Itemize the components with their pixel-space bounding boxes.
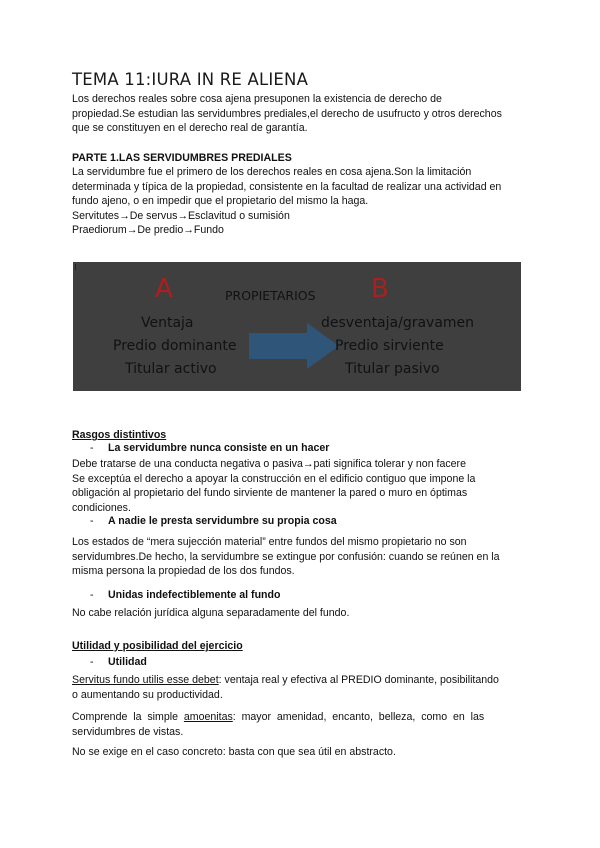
utilidad-p1-line-2: o aumentando su productividad.	[72, 689, 223, 701]
latin-maxim: Servitus fundo utilis esse debet	[72, 674, 219, 686]
part1-line-2: determinada y típica de la propiedad, consistente en la facultad de realizar una actividad en	[72, 180, 502, 193]
right-line-desventaja: desventaja/gravamen	[321, 315, 475, 331]
bullet-dash: -	[90, 515, 94, 527]
propietarios-label: PROPIETARIOS	[225, 288, 316, 303]
propietarios-diagram	[73, 262, 521, 391]
bullet-dash: -	[90, 589, 94, 601]
left-line-titular-activo: Titular activo	[125, 361, 217, 377]
rasgo1-line-1: Debe tratarse de una conducta negativa o pasiva→pati significa tolerar y non facere	[72, 458, 466, 470]
rasgo2-line-1: Los estados de “mera sujección material” entre fundos del mismo propietario no son	[72, 536, 467, 548]
utilidad-p2-a: Comprende la simple	[72, 711, 184, 723]
bullet-dash: -	[90, 442, 94, 454]
etymology-servitutes: Servitutes→De servus→Esclavitud o sumisión	[72, 209, 290, 222]
rasgo3-line-1: No cabe relación jurídica alguna separadamente del fundo.	[72, 607, 350, 619]
rasgo2-line-3: misma persona la propiedad de los dos fundos.	[72, 565, 295, 577]
utilidad-p2-line-2: servidumbres de vistas.	[72, 725, 184, 738]
amoenitas-term: amoenitas	[183, 711, 233, 723]
intro-line-3: que se constituyen en el derecho real de garantía.	[72, 122, 308, 134]
letter-b: B	[371, 274, 389, 304]
left-line-predio-dominante: Predio dominante	[113, 338, 237, 354]
bullet-unidas-fundo: Unidas indefectiblemente al fundo	[108, 589, 281, 601]
utilidad-paragraph-3: No se exige en el caso concreto: basta con que sea útil en abstracto.	[72, 746, 396, 758]
page-title: TEMA 11:IURA IN RE ALIENA	[72, 70, 309, 89]
right-line-titular-pasivo: Titular pasivo	[345, 361, 440, 377]
bullet-utilidad: Utilidad	[108, 656, 147, 668]
intro-line-2: propiedad.Se estudian las servidumbres prediales,el derecho de usufructo y otros derechos	[72, 107, 502, 120]
section-heading-part1: PARTE 1.LAS SERVIDUMBRES PREDIALES	[72, 152, 292, 164]
part1-line-3: fundo ajeno, o en impedir que el propietario del mismo la haga.	[72, 195, 369, 207]
utilidad-paragraph-1	[72, 673, 528, 688]
bullet-nunca-hacer: La servidumbre nunca consiste en un hacer	[108, 442, 330, 454]
right-line-predio-sirviente: Predio sirviente	[335, 338, 444, 354]
etymology-praediorum: Praediorum→De predio→Fundo	[72, 224, 224, 236]
section-heading-rasgos: Rasgos distintivos	[72, 429, 167, 441]
utilidad-p2-b: : mayor amenidad, encanto, belleza, como en las	[232, 711, 485, 723]
rasgo1-line-2: Se exceptúa el derecho a apoyar la construcción en el edificio contiguo que impone la	[72, 472, 476, 485]
rasgo1-line-4: condiciones.	[72, 501, 131, 514]
left-line-ventaja: Ventaja	[141, 315, 194, 331]
rasgo1-line-3: obligación al propietario del fundo sirviente de mantener la pared o muro en óptimas	[72, 487, 468, 499]
utilidad-p1-rest: : ventaja real y efectiva al PREDIO dominante, posibilitando	[218, 674, 499, 686]
section-heading-utilidad: Utilidad y posibilidad del ejercicio	[72, 640, 243, 652]
utilidad-paragraph-2	[72, 710, 528, 725]
rasgo2-line-2: servidumbres.De hecho, la servidumbre se extingue por confusión: cuando se reúnen en la	[72, 550, 500, 563]
figure-mark	[75, 264, 76, 270]
intro-line-1: Los derechos reales sobre cosa ajena presuponen la existencia de derecho de	[72, 93, 442, 105]
bullet-propia-cosa: A nadie le presta servidumbre su propia cosa	[108, 515, 337, 527]
part1-line-1: La servidumbre fue el primero de los derechos reales en cosa ajena.Son la limitación	[72, 166, 472, 178]
letter-a: A	[155, 274, 173, 304]
bullet-dash: -	[90, 656, 94, 668]
